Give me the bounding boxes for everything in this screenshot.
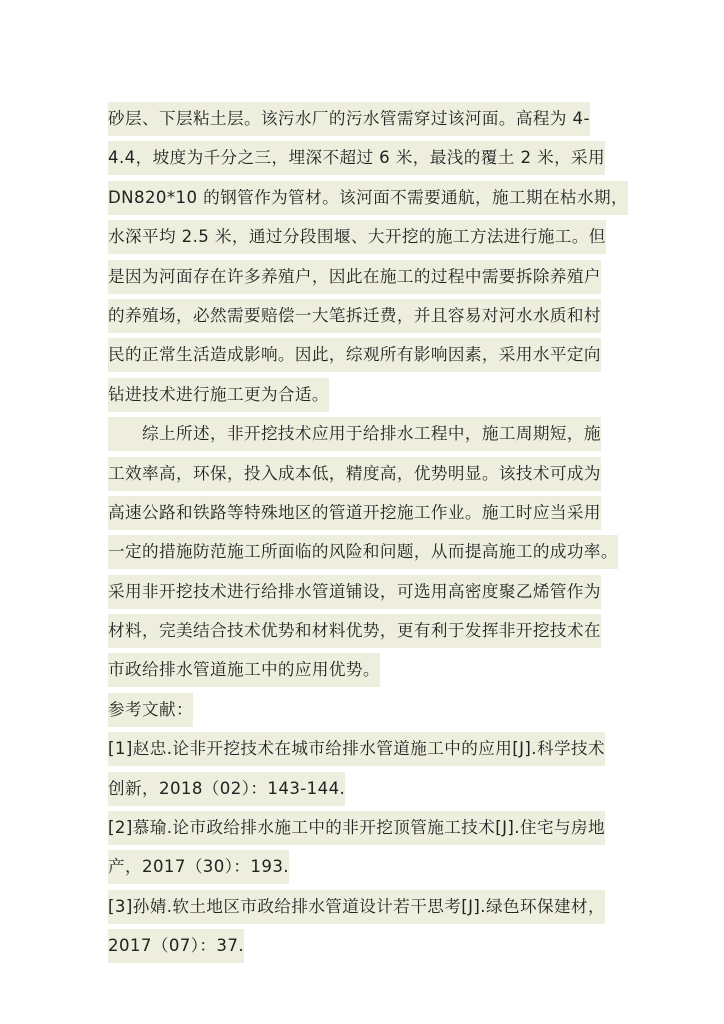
reference-3-line-1: [3]孙婧.软土地区市政给排水管道设计若干思考[J].绿色环保建材， [108, 890, 605, 924]
paragraph-line [108, 257, 648, 296]
reference-1-line-2: 创新，2018（02）：143-144. [108, 772, 345, 806]
text-line-15: 市政给排水管道施工中的应用优势。 [108, 653, 380, 687]
text-line-4: 水深平均 2.5 米，通过分段围堰、大开挖的施工方法进行施工。但 [108, 220, 606, 254]
text-line-2: 4.4，坡度为千分之三，埋深不超过 6 米，最浅的覆土 2 米，采用 [108, 141, 605, 175]
reference-2-line-2: 产，2017（30）：193. [108, 850, 289, 884]
text-line-5: 是因为河面存在许多养殖户，因此在施工的过程中需要拆除养殖户 [108, 260, 601, 294]
paragraph-line [108, 650, 648, 689]
paragraph-line [108, 178, 648, 217]
text-line-8: 钻进技术进行施工更为合适。 [108, 378, 329, 412]
reference-1-line-1: [1]赵忠.论非开挖技术在城市给排水管道施工中的应用[J].科学技术 [108, 732, 605, 766]
text-line-14: 材料，完美结合技术优势和材料优势，更有利于发挥非开挖技术在 [108, 614, 601, 648]
paragraph-line [108, 296, 648, 335]
text-line-11: 高速公路和铁路等特殊地区的管道开挖施工作业。施工时应当采用 [108, 496, 601, 530]
paragraph-line [108, 454, 648, 493]
reference-line [108, 769, 648, 808]
reference-line [108, 808, 648, 847]
paragraph-line [108, 335, 648, 374]
paragraph-line [108, 138, 648, 177]
reference-line [108, 847, 648, 886]
paragraph-line [108, 375, 648, 414]
references-heading-text: 参考文献： [108, 693, 193, 727]
paragraph-line [108, 217, 648, 256]
references-heading [108, 690, 648, 729]
text-line-13: 采用非开挖技术进行给排水管道铺设，可选用高密度聚乙烯管作为 [108, 575, 601, 609]
reference-2-line-1: [2]慕瑜.论市政给排水施工中的非开挖顶管施工技术[J].住宅与房地 [108, 811, 605, 845]
text-line-6: 的养殖场，必然需要赔偿一大笔拆迁费，并且容易对河水水质和村 [108, 299, 601, 333]
reference-line [108, 729, 648, 768]
text-line-12: 一定的措施防范施工所面临的风险和问题，从而提高施工的成功率。 [108, 535, 618, 569]
reference-line [108, 887, 648, 926]
text-line-7: 民的正常生活造成影响。因此，综观所有影响因素，采用水平定向 [108, 338, 601, 372]
paragraph-line [108, 611, 648, 650]
paragraph-line [108, 99, 648, 138]
paragraph-line [108, 493, 648, 532]
text-line-9: 综上所述，非开挖技术应用于给排水工程中，施工周期短，施 [108, 417, 601, 451]
text-line-1: 砂层、下层粘土层。该污水厂的污水管需穿过该河面。高程为 4- [108, 102, 590, 136]
body-text [108, 99, 648, 966]
paragraph-line [108, 572, 648, 611]
paragraph-line [108, 414, 648, 453]
reference-line [108, 926, 648, 965]
paragraph-line [108, 532, 648, 571]
reference-3-line-2: 2017（07）：37. [108, 929, 244, 963]
text-line-10: 工效率高，环保，投入成本低，精度高，优势明显。该技术可成为 [108, 457, 601, 491]
text-line-3: DN820*10 的钢管作为管材。该河面不需要通航，施工期在枯水期， [108, 181, 628, 215]
